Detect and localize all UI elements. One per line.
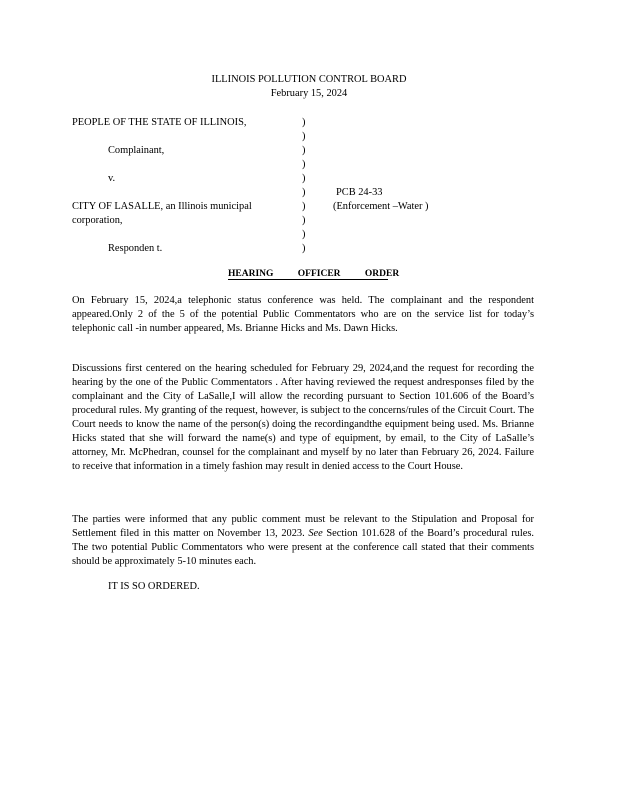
see-signal: See xyxy=(308,528,323,539)
complainant-party: PEOPLE OF THE STATE OF ILLINOIS, xyxy=(72,117,247,128)
board-name: ILLINOIS POLLUTION CONTROL BOARD xyxy=(211,74,407,85)
paragraph-status-conference: On February 15, 2024,a telephonic status conference was held. The complainant and the respondent appeared.Only 2 of the 5 of the potential Public Commentators who are on the service list for today’s telephonic call -in number appeared, Ms. Brianne Hicks and Ms. Dawn Hicks. xyxy=(72,295,534,334)
case-type: (Enforcement –Water ) xyxy=(333,201,429,212)
paragraph-recording-request: Discussions first centered on the hearing scheduled for February 29, 2024,and the request for recording the hearing by the one of the Public Commentators . After having reviewed the request andresponses filed by the complainant and the City of LaSalle,I will allow the recording pursuant to Section 101.606 of the Board’s procedural rules. My granting of the request, however, is subject to the concerns/rules of the Circuit Court. The Court needs to know the name of the person(s) doing the recordingandthe equipment being used. Ms. Brianne Hicks stated that she will forward the name(s) and type of equipment, by email, to the City of LaSalle’s attorney, Mr. McPhedran, counsel for the complainant and myself by no later than February 26, 2024. Failure to receive that information in a timely fashion may result in denied access to the Court House. xyxy=(72,363,534,472)
paragraph-public-comment: The parties were informed that any public comment must be relevant to the Stipulation and Proposal for Settlement filed in this matter on November 13, 2023. See Section 101.628 of the Board’s procedural rules. The two potential Public Commentators who were present at the conference call stated that their comments should be approximately 5-10 minutes each. xyxy=(72,514,534,567)
complainant-role: Complainant, xyxy=(108,145,165,156)
respondent-role: Responden t. xyxy=(108,243,163,254)
respondent-party-cont: corporation, xyxy=(72,215,123,226)
versus-label: v. xyxy=(108,173,116,184)
case-number: PCB 24-33 xyxy=(336,187,383,198)
order-date: February 15, 2024 xyxy=(270,88,348,99)
respondent-party: CITY OF LASALLE, an Illinois municipal xyxy=(72,201,252,212)
closing-statement: IT IS SO ORDERED. xyxy=(108,581,200,592)
order-title: HEARING OFFICER ORDER xyxy=(228,269,400,279)
caption-bracket: ) ) ) ) ) ) ) ) ) ) xyxy=(302,117,306,254)
